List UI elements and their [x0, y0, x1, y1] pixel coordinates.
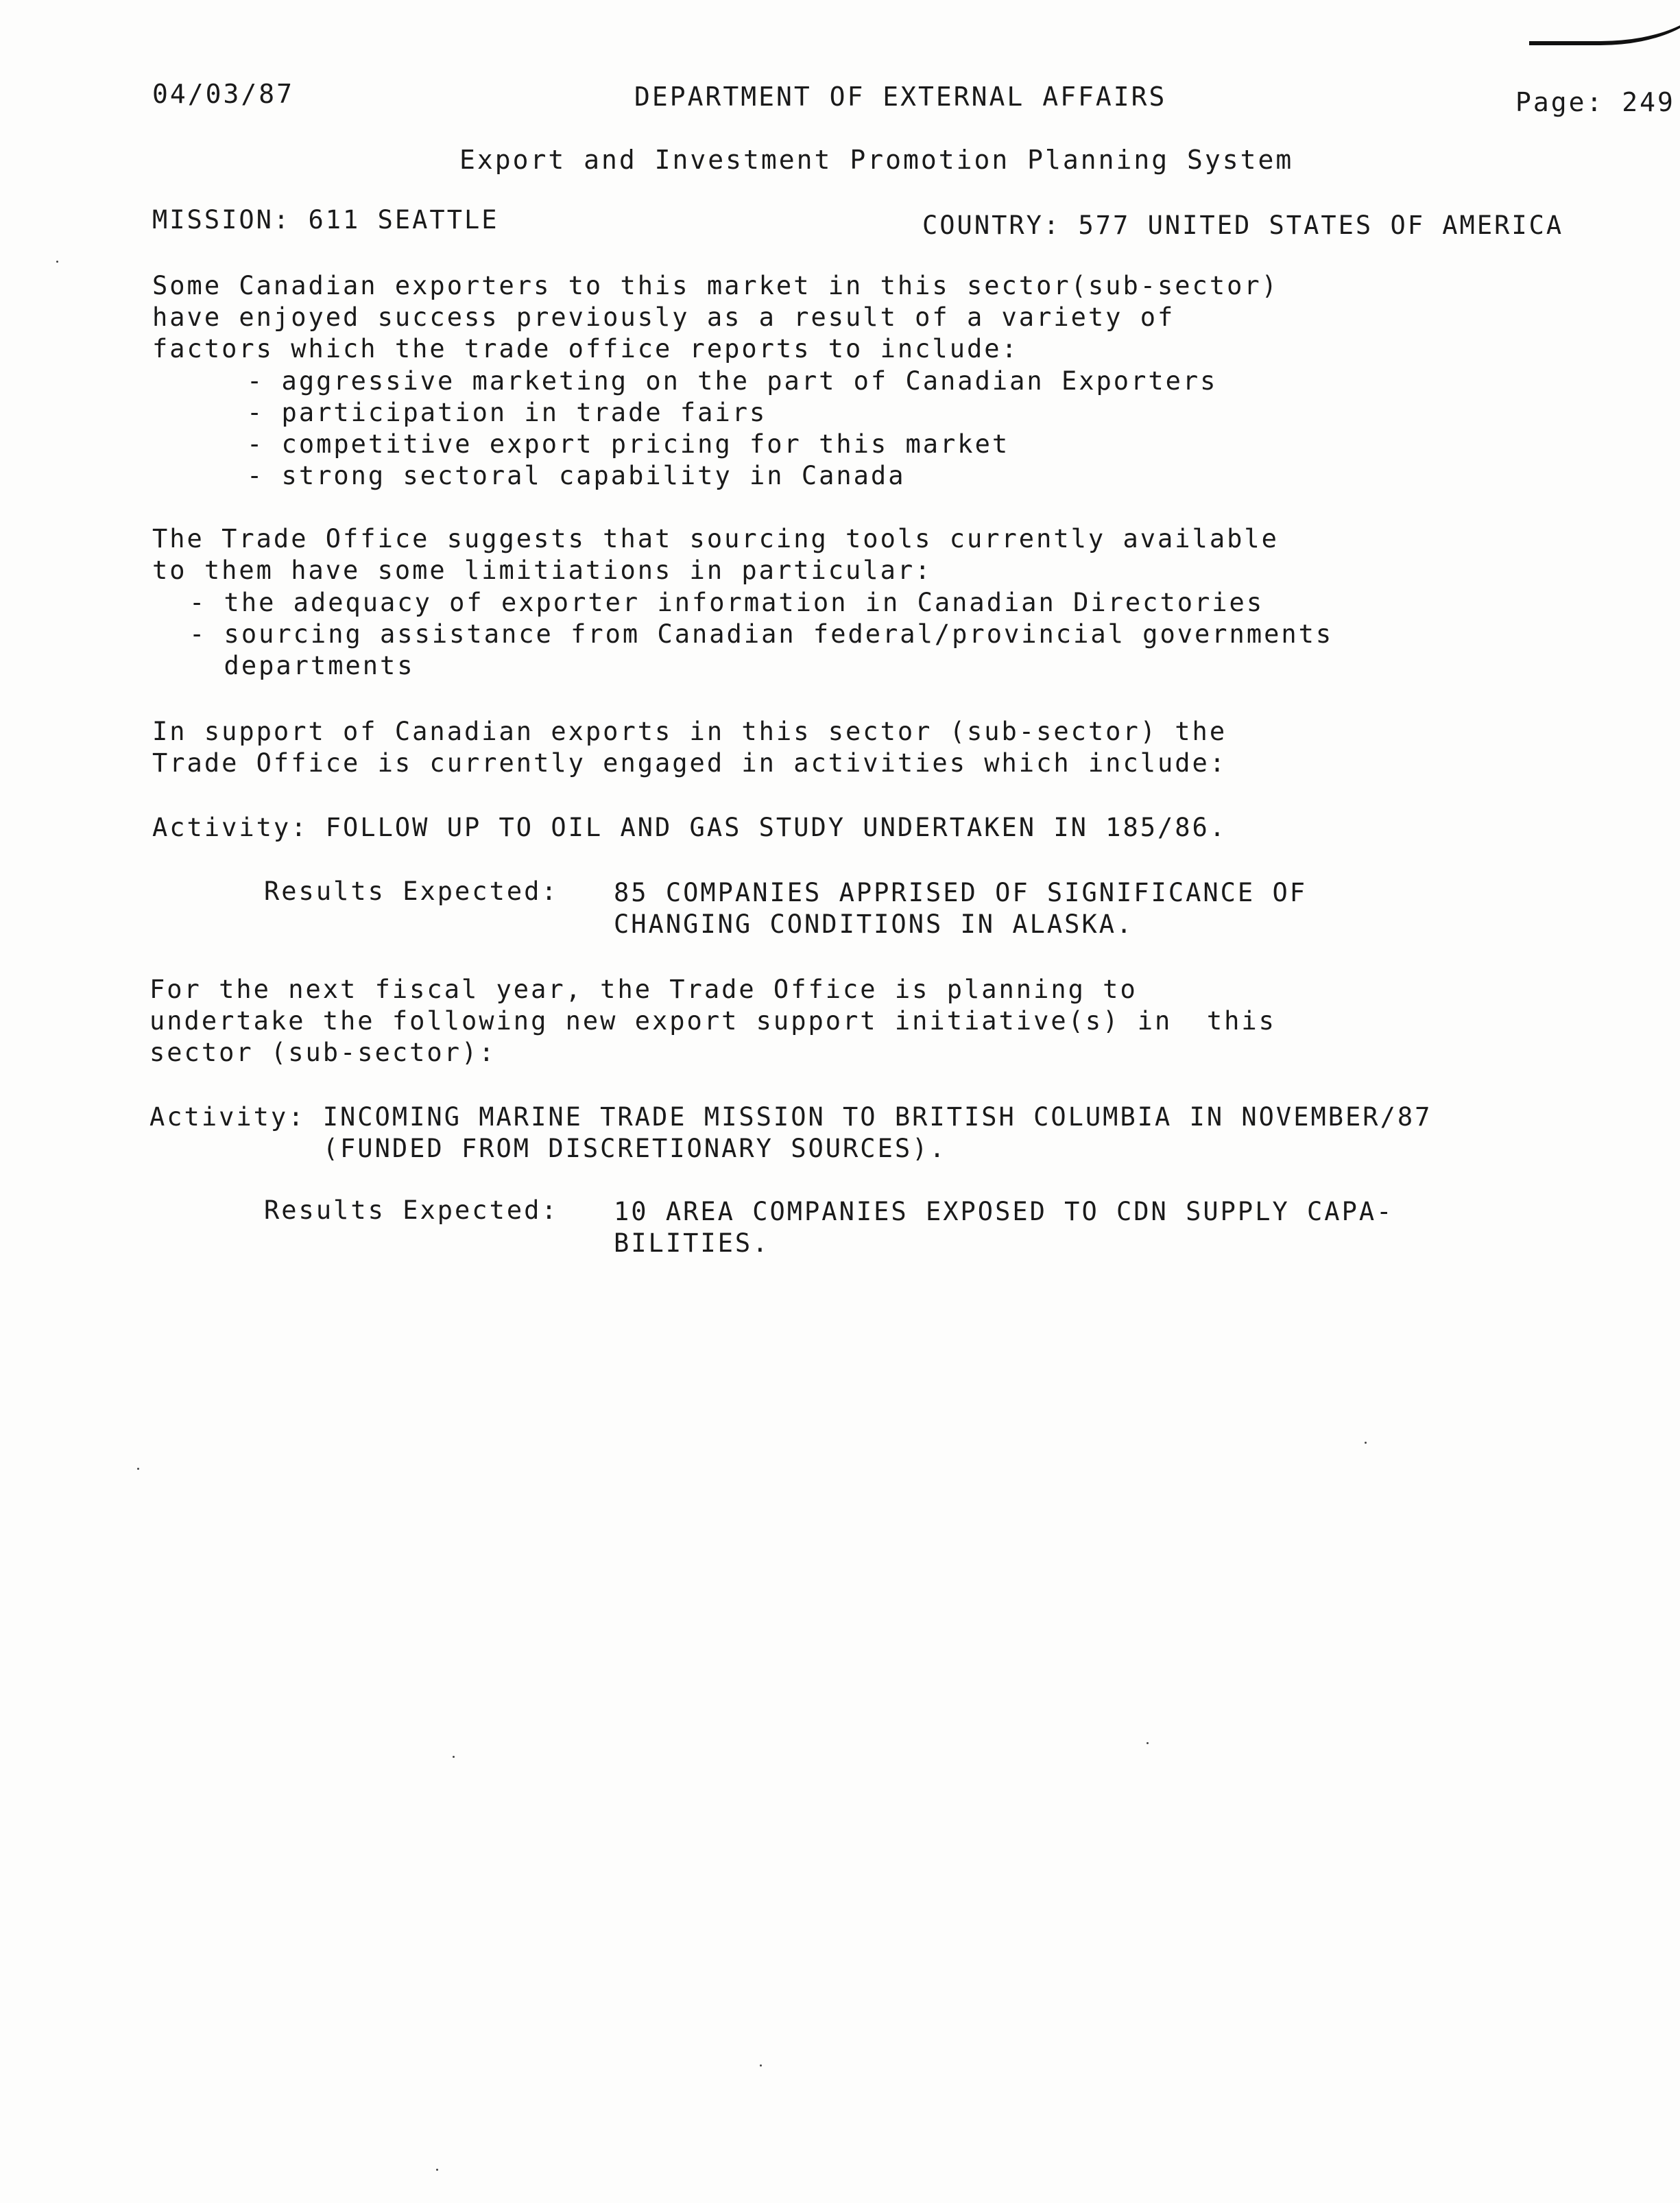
paragraph-line: In support of Canadian exports in this sector (sub-sector) the — [152, 717, 1227, 746]
bullet-item: - the adequacy of exporter information in Canadian Directories — [189, 588, 1264, 617]
results-line: CHANGING CONDITIONS IN ALASKA. — [614, 909, 1134, 939]
paragraph-line: Trade Office is currently engaged in activities which include: — [152, 748, 1227, 778]
paragraph-line: to them have some limitiations in particular: — [152, 556, 933, 585]
paragraph-line: factors which the trade office reports to include: — [152, 334, 1019, 364]
results-label: Results Expected: — [264, 1195, 559, 1225]
report-date: 04/03/87 — [152, 79, 295, 109]
paragraph-line: undertake the following new export support initiative(s) in this — [149, 1006, 1276, 1036]
department-title: DEPARTMENT OF EXTERNAL AFFAIRS — [634, 82, 1167, 112]
results-line: 10 AREA COMPANIES EXPOSED TO CDN SUPPLY CAPA- — [614, 1197, 1394, 1226]
bullet-item: - participation in trade fairs — [247, 398, 767, 427]
results-line: BILITIES. — [614, 1228, 770, 1258]
system-title: Export and Investment Promotion Planning System — [459, 145, 1294, 175]
activity-line: (FUNDED FROM DISCRETIONARY SOURCES). — [149, 1134, 947, 1163]
activity-line: Activity: INCOMING MARINE TRADE MISSION TO BRITISH COLUMBIA IN NOVEMBER/87 — [149, 1102, 1432, 1132]
paragraph-line: have enjoyed success previously as a result of a variety of — [152, 302, 1175, 332]
scan-speck — [56, 261, 58, 263]
scan-speck — [1365, 1442, 1367, 1444]
activity-line: Activity: FOLLOW UP TO OIL AND GAS STUDY UNDERTAKEN IN 185/86. — [152, 813, 1227, 842]
scan-speck — [453, 1756, 455, 1758]
country-label: COUNTRY: 577 UNITED STATES OF AMERICA — [922, 211, 1564, 240]
bullet-item: - competitive export pricing for this market — [247, 429, 1010, 459]
bullet-item: - strong sectoral capability in Canada — [247, 461, 906, 490]
scan-speck — [760, 2064, 762, 2067]
results-line: 85 COMPANIES APPRISED OF SIGNIFICANCE OF — [614, 878, 1308, 907]
page-corner-mark — [1529, 0, 1680, 45]
scan-speck — [1147, 1742, 1149, 1744]
results-label: Results Expected: — [264, 877, 559, 906]
paragraph-line: For the next fiscal year, the Trade Office is planning to — [149, 975, 1138, 1004]
page-number: Page: 249 — [1515, 87, 1675, 117]
paragraph-line: The Trade Office suggests that sourcing tools currently available — [152, 524, 1279, 553]
paragraph-line: Some Canadian exporters to this market in this sector(sub-sector) — [152, 271, 1279, 300]
paragraph-line: sector (sub-sector): — [149, 1038, 496, 1067]
bullet-item: - sourcing assistance from Canadian federal/provincial governments — [189, 619, 1334, 649]
bullet-item: - aggressive marketing on the part of Canadian Exporters — [247, 366, 1218, 396]
bullet-item: departments — [189, 651, 415, 680]
scan-speck — [436, 2169, 438, 2171]
scan-speck — [137, 1468, 139, 1470]
mission-label: MISSION: 611 SEATTLE — [152, 205, 499, 235]
